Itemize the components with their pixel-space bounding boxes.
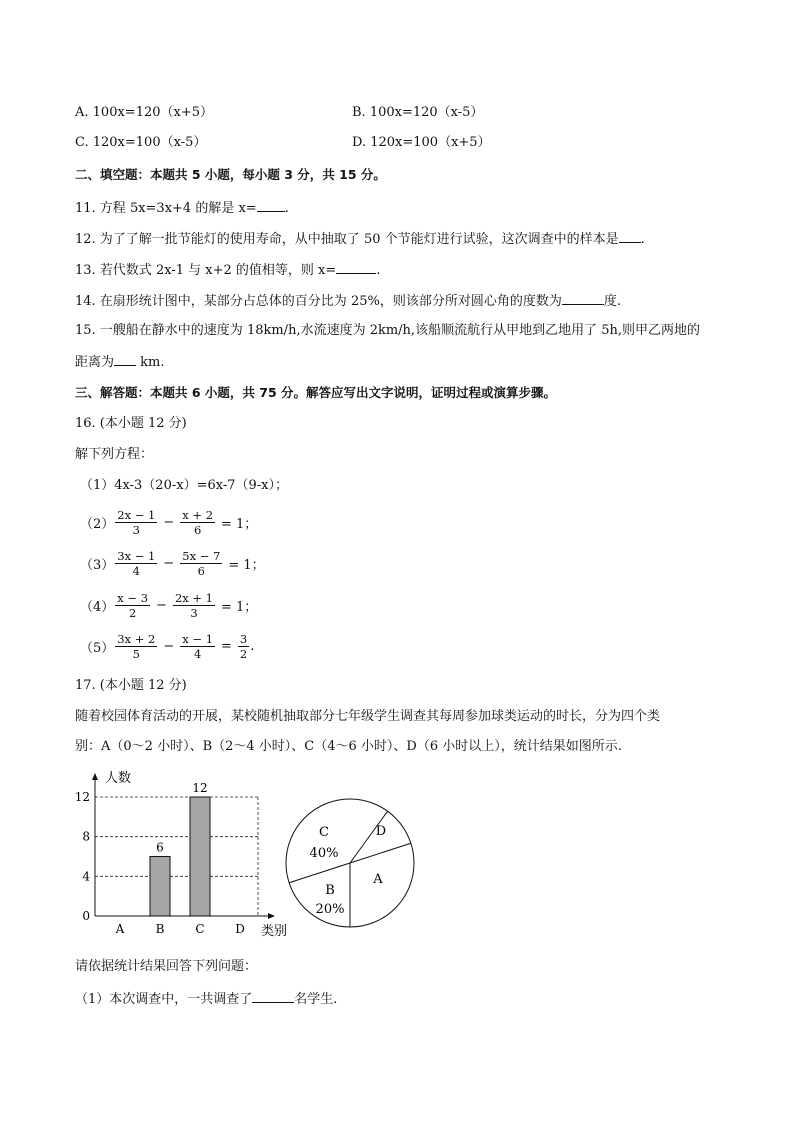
option-a: A. 100x=120（x+5） — [75, 105, 213, 120]
data-label: 12 — [192, 781, 208, 795]
q12-text: 12. 为了了解一批节能灯的使用寿命，从中抽取了 50 个节能灯进行试验，这次调查中的样本是 — [75, 232, 619, 247]
pie-percent-B: 20% — [315, 902, 345, 917]
y-tick-label: 4 — [82, 869, 90, 884]
answer-blank — [252, 989, 294, 1003]
question-15-line2 — [75, 352, 165, 372]
y-tick-label: 12 — [75, 790, 90, 804]
q17-title: 17. (本小题 12 分) — [75, 678, 187, 693]
fraction — [180, 549, 222, 578]
eq-index: （5） — [80, 640, 115, 656]
y-axis-arrow — [92, 773, 98, 780]
q17-sub1 — [75, 989, 337, 1009]
sub1-post: 名学生. — [294, 992, 338, 1007]
operator: − — [163, 638, 175, 654]
fraction — [115, 508, 157, 537]
numerator: 5x − 7 — [182, 548, 221, 563]
numerator: x − 3 — [117, 590, 149, 605]
numerator: x + 2 — [182, 507, 214, 522]
q16-intro: 解下列方程： — [75, 447, 154, 462]
eq-tail: . — [250, 638, 255, 654]
denominator: 5 — [132, 646, 140, 661]
section2-heading: 二、填空题：本题共 5 小题，每小题 3 分，共 15 分。 — [75, 167, 386, 182]
bar-C — [190, 797, 210, 916]
operator: = — [221, 638, 232, 654]
question-11 — [75, 198, 289, 218]
y-tick-label: 8 — [82, 829, 90, 844]
q11-text: 11. 方程 5x=3x+4 的解是 x= — [75, 201, 257, 216]
bar-chart — [75, 765, 290, 945]
denominator: 3 — [132, 522, 140, 537]
answer-blank — [562, 291, 604, 305]
fraction — [180, 632, 215, 661]
eq-index: （4） — [80, 599, 115, 615]
denominator: 2 — [128, 605, 137, 620]
equation-4 — [80, 587, 262, 623]
numerator: 2x − 1 — [117, 507, 156, 522]
x-tick-label: A — [115, 922, 125, 936]
rhs: = 1； — [228, 557, 265, 573]
x-tick-label: B — [155, 922, 165, 936]
pie-chart — [280, 765, 420, 945]
denominator: 6 — [197, 563, 205, 578]
numerator: 2x + 1 — [174, 590, 214, 605]
denominator: 6 — [193, 522, 202, 537]
option-d: D. 120x=100（x+5） — [352, 135, 491, 150]
x-tick-label: C — [195, 922, 205, 936]
pie-percent-C: 40% — [309, 846, 339, 861]
q15-pre: 距离为 — [75, 355, 115, 370]
question-13 — [75, 260, 380, 280]
section3-heading: 三、解答题：本题共 6 小题，共 75 分。解答应写出文字说明，证明过程或演算步骤。 — [75, 385, 557, 400]
fraction — [173, 591, 215, 620]
denominator: 2 — [239, 646, 248, 661]
rhs: = 1； — [221, 599, 258, 615]
pie-label-A: A — [373, 872, 383, 887]
x-axis-arrow — [268, 913, 275, 919]
q14-tail: 度. — [603, 294, 621, 309]
answer-blank — [257, 198, 285, 212]
numerator: 3x + 2 — [117, 631, 156, 646]
q11-tail: . — [284, 201, 289, 216]
fraction — [238, 632, 249, 661]
q12-tail: . — [640, 232, 645, 247]
q13-tail: . — [376, 263, 381, 278]
fraction — [115, 549, 157, 578]
question-12 — [75, 229, 645, 249]
data-label: 6 — [156, 840, 164, 855]
eq-index: （2） — [80, 516, 115, 532]
q16-title: 16. (本小题 12 分) — [75, 416, 187, 431]
equation-5 — [80, 628, 254, 664]
numerator: x − 1 — [182, 631, 214, 646]
operator: − — [156, 597, 167, 613]
denominator: 3 — [190, 605, 198, 620]
x-axis-label: 类别 — [261, 924, 288, 939]
answer-blank — [619, 229, 641, 243]
q15-post: km. — [136, 355, 165, 370]
fraction — [115, 591, 150, 620]
q17-text-line1: 随着校园体育活动的开展，某校随机抽取部分七年级学生调查其每周参加球类运动的时长，分为四个类 — [75, 709, 661, 724]
denominator: 4 — [193, 646, 202, 661]
q14-text: 14. 在扇形统计图中，某部分占总体的百分比为 25%，则该部分所对圆心角的度数为 — [75, 294, 562, 309]
option-b: B. 100x=120（x-5） — [352, 105, 484, 120]
fraction — [115, 632, 157, 661]
denominator: 4 — [132, 563, 140, 578]
numerator: 3x − 1 — [117, 548, 156, 563]
x-tick-label: D — [235, 922, 245, 936]
pie-label-D: D — [375, 824, 387, 839]
pie-label-B: B — [325, 883, 335, 898]
answer-blank — [336, 260, 376, 274]
question-14 — [75, 291, 621, 311]
fraction — [180, 508, 215, 537]
q17-after: 请依据统计结果回答下列问题： — [75, 959, 258, 974]
rhs: = 1； — [221, 516, 258, 532]
option-c: C. 120x=100（x-5） — [75, 135, 207, 150]
operator: − — [163, 555, 175, 571]
q17-text-line2: 别：A（0～2 小时）、B（2～4 小时）、C（4～6 小时）、D（6 小时以上），统计结果如图所示. — [75, 739, 622, 754]
eq-index: （3） — [80, 557, 115, 573]
pie-label-C: C — [319, 825, 329, 840]
y-tick-label: 0 — [82, 909, 90, 923]
numerator: 3 — [239, 631, 248, 646]
bar-B — [150, 857, 170, 917]
question-15-line1: 15. 一艘船在静水中的速度为 18km/h,水流速度为 2km/h,该船顺流航行从甲地到乙地用了 5h,则甲乙两地的 — [75, 323, 700, 338]
answer-blank — [114, 352, 136, 366]
operator: − — [163, 514, 175, 530]
q13-text: 13. 若代数式 2x-1 与 x+2 的值相等，则 x= — [75, 263, 337, 278]
equation-1: （1）4x-3（20-x）=6x-7（9-x）； — [80, 478, 289, 493]
y-axis-label: 人数 — [105, 771, 132, 786]
equation-2 — [80, 504, 262, 540]
sub1-pre: （1）本次调查中，一共调查了 — [75, 992, 253, 1007]
equation-3 — [80, 545, 270, 581]
